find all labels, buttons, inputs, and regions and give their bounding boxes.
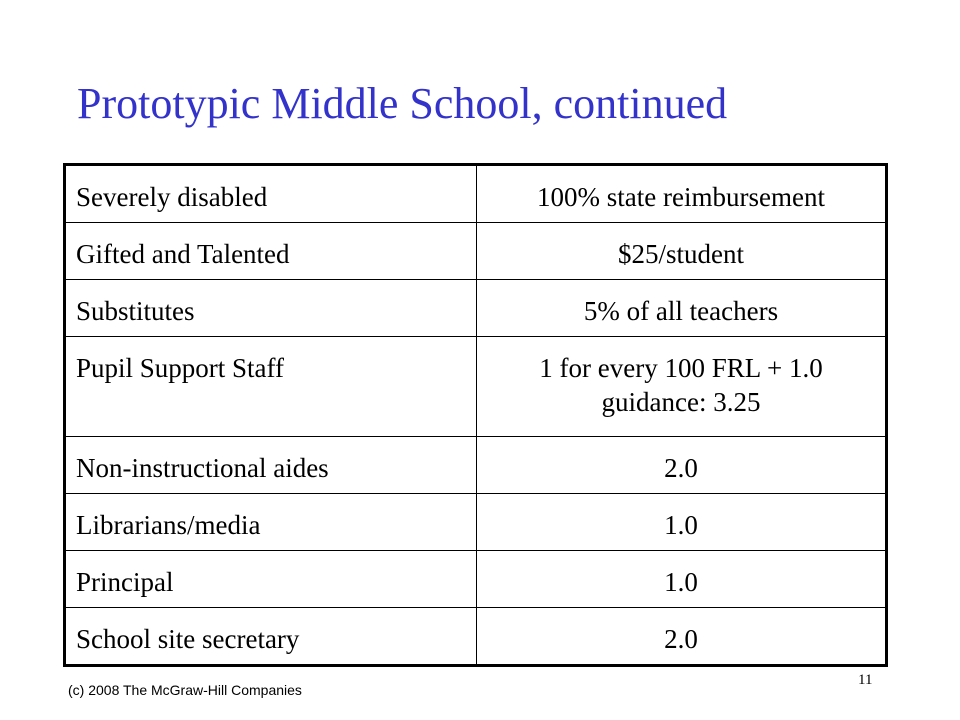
row-value: 1 for every 100 FRL + 1.0 guidance: 3.25 <box>477 337 887 437</box>
table-row <box>65 165 887 223</box>
table-row <box>65 437 887 494</box>
row-value: 2.0 <box>477 608 887 666</box>
row-label: School site secretary <box>65 608 477 666</box>
table-row <box>65 494 887 551</box>
row-value: $25/student <box>477 223 887 280</box>
row-value: 1.0 <box>477 494 887 551</box>
row-label: Substitutes <box>65 280 477 337</box>
row-label: Severely disabled <box>65 165 477 223</box>
table-row <box>65 280 887 337</box>
row-value: 2.0 <box>477 437 887 494</box>
row-value: 5% of all teachers <box>477 280 887 337</box>
row-label: Non-instructional aides <box>65 437 477 494</box>
row-label: Principal <box>65 551 477 608</box>
table-row <box>65 608 887 666</box>
table-row <box>65 223 887 280</box>
table-row <box>65 337 887 437</box>
table-row <box>65 551 887 608</box>
staffing-table <box>63 163 888 667</box>
row-label: Gifted and Talented <box>65 223 477 280</box>
row-label: Pupil Support Staff <box>65 337 477 437</box>
row-value: 100% state reimbursement <box>477 165 887 223</box>
slide-title: Prototypic Middle School, continued <box>77 79 728 128</box>
row-label: Librarians/media <box>65 494 477 551</box>
page-number: 11 <box>858 672 873 688</box>
row-value: 1.0 <box>477 551 887 608</box>
copyright-footer: (c) 2008 The McGraw-Hill Companies <box>68 682 302 698</box>
